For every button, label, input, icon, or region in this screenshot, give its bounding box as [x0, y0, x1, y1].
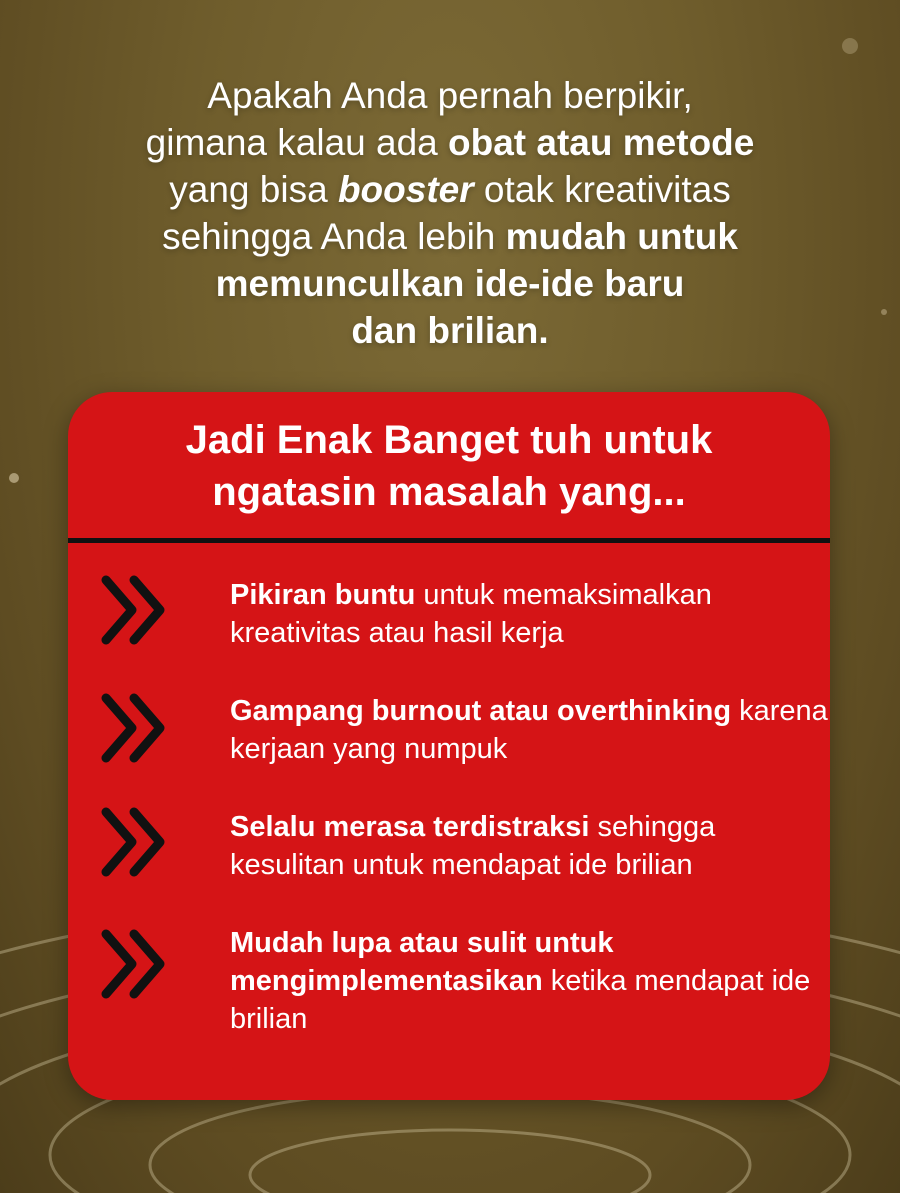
headline-line-5	[40, 260, 860, 307]
headline-booster: booster	[337, 169, 474, 210]
card-title	[88, 414, 810, 518]
double-chevron-right-icon	[100, 802, 170, 882]
headline-line-2: gimana kalau ada obat atau metode	[145, 122, 755, 163]
problems-card	[68, 392, 830, 1100]
headline-line-3: yang bisa booster otak kreativitas	[169, 169, 731, 210]
card-title-line-1: Jadi Enak Banget tuh untuk	[185, 418, 713, 462]
double-chevron-right-icon	[100, 570, 170, 650]
double-chevron-right-icon	[100, 924, 170, 1004]
double-chevron-right-icon	[100, 688, 170, 768]
card-divider	[68, 538, 830, 543]
problem-item-text: Pikiran buntu untuk memaksimalkan kreativitas atau hasil kerja	[230, 579, 712, 649]
problem-item-text: Gampang burnout atau overthinking karena kerjaan yang numpuk	[230, 695, 828, 765]
headline-line-1: Apakah Anda pernah berpikir,	[207, 75, 693, 116]
headline-emphasis: dan brilian.	[351, 310, 549, 351]
headline-emphasis: obat atau metode	[448, 122, 755, 163]
card-title-line-2: ngatasin masalah yang...	[212, 470, 686, 514]
headline	[40, 72, 860, 354]
headline-line-6	[40, 307, 860, 354]
headline-emphasis: mudah untuk	[505, 216, 738, 257]
headline-line-4: sehingga Anda lebih mudah untuk	[162, 216, 738, 257]
problem-item-text: Selalu merasa terdistraksi sehingga kesulitan untuk mendapat ide brilian	[230, 811, 716, 881]
problem-item-text: Mudah lupa atau sulit untuk mengimplementasikan ketika mendapat ide brilian	[230, 927, 811, 1035]
headline-emphasis: memunculkan ide-ide baru	[215, 263, 685, 304]
